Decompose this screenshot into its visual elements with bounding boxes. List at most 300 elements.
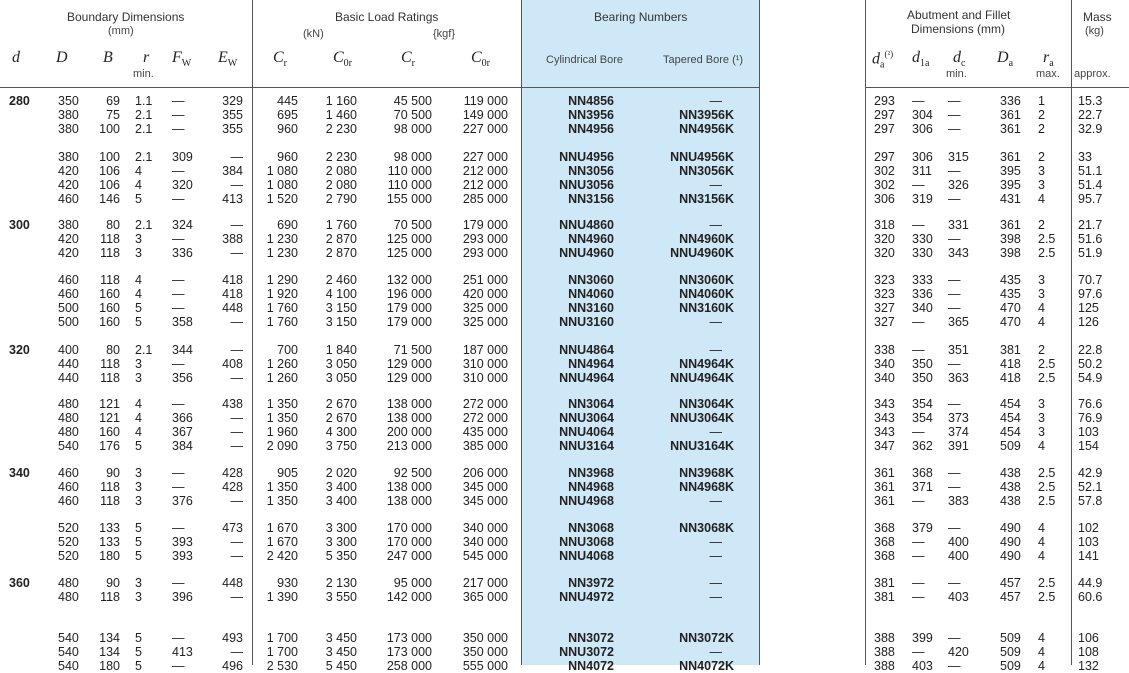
cell-B: 121 bbox=[99, 410, 120, 425]
cell-D: 460 bbox=[58, 493, 79, 508]
cell-C0r: 2 670 bbox=[325, 410, 357, 425]
cell-dc: — bbox=[948, 300, 961, 315]
cell-dc: — bbox=[948, 107, 961, 122]
sym-D: D bbox=[56, 49, 68, 66]
cell-Cr: 960 bbox=[277, 121, 298, 136]
cell-cylindrical: NNU4960 bbox=[559, 245, 614, 260]
cell-dc: 363 bbox=[948, 370, 969, 385]
cell-r: 4 bbox=[135, 397, 142, 411]
cell-Fw: 376 bbox=[172, 493, 193, 508]
cell-Da: 509 bbox=[1000, 658, 1021, 673]
cell-Ew: — bbox=[230, 438, 243, 453]
cell-B: 90 bbox=[106, 576, 120, 590]
cell-Cr-kgf: 170 000 bbox=[386, 534, 432, 549]
cell-tapered: NN3056K bbox=[679, 163, 734, 178]
cell-dc: 365 bbox=[948, 314, 969, 329]
cell-r: 1.1 bbox=[135, 94, 153, 108]
cell-D: 540 bbox=[58, 631, 79, 645]
cell-ra: 3 bbox=[1038, 273, 1045, 287]
cell-B: 133 bbox=[99, 521, 120, 535]
cell-C0r: 2 870 bbox=[325, 231, 357, 246]
cell-ra: 4 bbox=[1038, 644, 1045, 659]
cell-Cr: 1 350 bbox=[266, 479, 298, 494]
dc-min: min. bbox=[946, 68, 967, 80]
divider-load bbox=[521, 0, 522, 665]
cell-cylindrical: NN3160 bbox=[568, 300, 614, 315]
cell-mass: 15.3 bbox=[1078, 94, 1103, 108]
cell-d1a: 330 bbox=[912, 245, 933, 260]
cell-d: 320 bbox=[9, 343, 30, 357]
boundary-title: Boundary Dimensions bbox=[67, 10, 185, 24]
cell-Cr-kgf: 70 500 bbox=[393, 107, 432, 122]
cell-da: 347 bbox=[874, 438, 895, 453]
cell-C0r-kgf: 212 000 bbox=[462, 163, 508, 178]
cell-Fw: 324 bbox=[172, 218, 193, 232]
cell-Ew: 355 bbox=[222, 107, 243, 122]
cell-B: 118 bbox=[100, 493, 120, 508]
sym-C0r: $C_{0r}$ bbox=[333, 49, 353, 70]
cell-B: 106 bbox=[99, 177, 120, 192]
cell-ra: 4 bbox=[1038, 521, 1045, 535]
cell-r: 2.1 bbox=[135, 121, 153, 136]
cell-C0r-kgf: 187 000 bbox=[462, 343, 508, 357]
cell-da: 340 bbox=[874, 356, 895, 371]
cell-cylindrical: NN3060 bbox=[568, 273, 614, 287]
cell-da: 320 bbox=[874, 231, 895, 246]
cell-da: 323 bbox=[874, 286, 895, 301]
cell-D: 400 bbox=[58, 343, 79, 357]
cell-B: 118 bbox=[100, 370, 120, 385]
cell-dc: 315 bbox=[948, 150, 969, 164]
cell-D: 380 bbox=[58, 150, 79, 164]
cell-Cr-kgf: 196 000 bbox=[386, 286, 432, 301]
cell-r: 5 bbox=[135, 534, 142, 549]
cell-ra: 2 bbox=[1038, 107, 1045, 122]
cell-Da: 381 bbox=[1000, 343, 1021, 357]
cell-B: 118 bbox=[100, 356, 120, 371]
cell-Cr: 1 230 bbox=[266, 231, 298, 246]
cell-C0r: 1 160 bbox=[325, 94, 357, 108]
cell-cylindrical: NN3156 bbox=[568, 191, 614, 206]
cell-Cr-kgf: 110 000 bbox=[387, 177, 432, 192]
cell-Cr-kgf: 200 000 bbox=[386, 424, 432, 439]
cell-Ew: — bbox=[230, 370, 243, 385]
cell-D: 480 bbox=[58, 410, 79, 425]
cell-ra: 1 bbox=[1038, 94, 1045, 108]
cell-Fw: — bbox=[172, 273, 185, 287]
cell-Ew: 418 bbox=[222, 273, 243, 287]
cell-B: 90 bbox=[106, 466, 120, 480]
cell-mass: 76.6 bbox=[1078, 397, 1103, 411]
cell-r: 3 bbox=[135, 231, 142, 246]
cell-dc: — bbox=[948, 658, 961, 673]
cell-da: 368 bbox=[874, 521, 895, 535]
cell-da: 361 bbox=[874, 466, 895, 480]
cell-Cr: 1 700 bbox=[266, 631, 298, 645]
cell-Cr-kgf: 173 000 bbox=[386, 644, 432, 659]
cell-Cr-kgf: 213 000 bbox=[386, 438, 432, 453]
cell-tapered: NN3968K bbox=[679, 466, 734, 480]
cell-r: 3 bbox=[135, 589, 142, 604]
cell-Ew: — bbox=[230, 644, 243, 659]
cell-mass: 50.2 bbox=[1078, 356, 1103, 371]
cell-C0r-kgf: 545 000 bbox=[462, 548, 508, 563]
cell-B: 100 bbox=[99, 121, 120, 136]
cell-Ew: 473 bbox=[222, 521, 243, 535]
cell-d1a: 340 bbox=[912, 300, 933, 315]
cell-ra: 2.5 bbox=[1038, 479, 1056, 494]
cell-C0r-kgf: 212 000 bbox=[462, 177, 508, 192]
cell-Cr-kgf: 247 000 bbox=[386, 548, 432, 563]
cell-cylindrical: NNU4864 bbox=[559, 343, 614, 357]
cell-B: 118 bbox=[100, 589, 120, 604]
cell-Da: 361 bbox=[1000, 107, 1021, 122]
cell-D: 480 bbox=[58, 576, 79, 590]
cell-Fw: 309 bbox=[172, 150, 193, 164]
cell-d1a: — bbox=[912, 424, 925, 439]
boundary-unit: (mm) bbox=[108, 25, 134, 37]
divider-mass bbox=[1071, 0, 1072, 665]
cell-d1a: — bbox=[912, 314, 925, 329]
cell-dc: 331 bbox=[948, 218, 969, 232]
cell-Cr: 1 920 bbox=[266, 286, 298, 301]
cell-r: 4 bbox=[135, 273, 142, 287]
cell-C0r-kgf: 179 000 bbox=[462, 218, 508, 232]
tapered-bore-label: Tapered Bore (¹) bbox=[663, 54, 744, 66]
cell-cylindrical: NNU3068 bbox=[559, 534, 614, 549]
header-rule-right bbox=[865, 87, 1129, 88]
cell-Fw: 366 bbox=[172, 410, 193, 425]
cell-C0r-kgf: 340 000 bbox=[462, 521, 508, 535]
cell-Da: 431 bbox=[1000, 191, 1021, 206]
cell-Cr: 700 bbox=[277, 343, 298, 357]
cell-Da: 454 bbox=[1000, 397, 1021, 411]
sym-ra: $r_a$ bbox=[1043, 49, 1054, 70]
cell-C0r: 3 550 bbox=[325, 589, 357, 604]
cell-D: 500 bbox=[58, 300, 79, 315]
cell-C0r-kgf: 345 000 bbox=[462, 479, 508, 494]
cell-da: 327 bbox=[874, 314, 895, 329]
cell-ra: 3 bbox=[1038, 286, 1045, 301]
cell-C0r: 3 450 bbox=[325, 644, 357, 659]
cell-C0r-kgf: 555 000 bbox=[462, 658, 508, 673]
cell-C0r: 1 460 bbox=[325, 107, 357, 122]
cell-Fw: — bbox=[172, 231, 185, 246]
cell-Cr: 1 760 bbox=[266, 300, 298, 315]
cell-dc: — bbox=[948, 273, 961, 287]
cell-ra: 2.5 bbox=[1038, 245, 1056, 260]
cell-cylindrical: NN3064 bbox=[568, 397, 614, 411]
cell-Cr: 1 670 bbox=[266, 534, 298, 549]
cell-Ew: 418 bbox=[222, 286, 243, 301]
cell-da: 297 bbox=[874, 121, 895, 136]
cell-dc: — bbox=[948, 191, 961, 206]
cell-dc: 326 bbox=[948, 177, 969, 192]
load-unit-kn: (kN) bbox=[303, 28, 324, 40]
cell-Ew: 448 bbox=[222, 300, 243, 315]
cell-cylindrical: NNU3064 bbox=[559, 410, 614, 425]
cell-da: 306 bbox=[874, 191, 895, 206]
cell-Cr: 1 350 bbox=[266, 397, 298, 411]
cell-r: 3 bbox=[135, 245, 142, 260]
cell-mass: 103 bbox=[1078, 534, 1099, 549]
cell-dc: — bbox=[948, 231, 961, 246]
cell-cylindrical: NNU4860 bbox=[559, 218, 614, 232]
cell-mass: 97.6 bbox=[1078, 286, 1103, 301]
cell-da: 368 bbox=[874, 548, 895, 563]
cell-da: 293 bbox=[874, 94, 895, 108]
cell-r: 4 bbox=[135, 177, 142, 192]
cell-mass: 141 bbox=[1078, 548, 1099, 563]
divider-boundary bbox=[252, 0, 253, 665]
cell-d1a: 350 bbox=[912, 370, 933, 385]
cell-C0r-kgf: 217 000 bbox=[462, 576, 508, 590]
cell-r: 2.1 bbox=[135, 107, 153, 122]
cell-mass: 51.6 bbox=[1078, 231, 1103, 246]
cell-dc: 374 bbox=[948, 424, 969, 439]
cell-Cr-kgf: 179 000 bbox=[386, 314, 432, 329]
cell-dc: — bbox=[948, 356, 961, 371]
cell-mass: 42.9 bbox=[1078, 466, 1103, 480]
cell-dc: 420 bbox=[948, 644, 969, 659]
cell-d1a: 306 bbox=[912, 121, 933, 136]
cell-Da: 438 bbox=[1000, 493, 1021, 508]
cell-C0r-kgf: 345 000 bbox=[462, 493, 508, 508]
cell-D: 420 bbox=[58, 177, 79, 192]
cell-C0r: 1 760 bbox=[325, 218, 357, 232]
sym-r: r bbox=[143, 49, 150, 66]
cell-ra: 2.5 bbox=[1038, 231, 1056, 246]
r-min: min. bbox=[133, 68, 154, 80]
cell-ra: 2 bbox=[1038, 121, 1045, 136]
cell-Fw: — bbox=[172, 286, 185, 301]
cell-tapered: — bbox=[709, 534, 722, 549]
cell-B: 133 bbox=[99, 534, 120, 549]
cell-mass: 106 bbox=[1078, 631, 1099, 645]
cell-D: 540 bbox=[58, 438, 79, 453]
cell-cylindrical: NN3972 bbox=[568, 576, 614, 590]
cell-Cr: 445 bbox=[277, 94, 298, 108]
cell-Da: 509 bbox=[1000, 438, 1021, 453]
cell-da: 323 bbox=[874, 273, 895, 287]
cell-d1a: 362 bbox=[912, 438, 933, 453]
cell-d1a: — bbox=[912, 548, 925, 563]
cell-Da: 418 bbox=[1000, 356, 1021, 371]
cell-mass: 22.8 bbox=[1078, 343, 1103, 357]
cell-D: 520 bbox=[58, 521, 79, 535]
cell-tapered: NN4956K bbox=[679, 121, 734, 136]
cell-D: 460 bbox=[58, 479, 79, 494]
cell-D: 460 bbox=[58, 466, 79, 480]
cell-d1a: 311 bbox=[912, 163, 932, 178]
cell-B: 118 bbox=[100, 231, 120, 246]
cell-Cr: 1 960 bbox=[266, 424, 298, 439]
cell-C0r: 3 050 bbox=[325, 370, 357, 385]
cell-dc: 400 bbox=[948, 534, 969, 549]
cell-B: 160 bbox=[99, 314, 120, 329]
cell-cylindrical: NN4072 bbox=[568, 658, 614, 673]
cell-mass: 44.9 bbox=[1078, 576, 1103, 590]
mass-approx: approx. bbox=[1074, 68, 1111, 80]
sym-Cr-kgf: $C_r$ bbox=[401, 49, 416, 70]
cell-cylindrical: NNU4968 bbox=[559, 493, 614, 508]
cell-mass: 154 bbox=[1078, 438, 1099, 453]
cell-Cr-kgf: 138 000 bbox=[386, 410, 432, 425]
cell-dc: — bbox=[948, 521, 961, 535]
cell-cylindrical: NNU3072 bbox=[559, 644, 614, 659]
divider-numbers bbox=[759, 0, 760, 665]
cell-cylindrical: NNU3160 bbox=[559, 314, 614, 329]
cell-B: 160 bbox=[99, 286, 120, 301]
cell-cylindrical: NNU3164 bbox=[559, 438, 614, 453]
cell-dc: 403 bbox=[948, 589, 969, 604]
divider-gap bbox=[865, 0, 866, 665]
cell-r: 5 bbox=[135, 658, 142, 673]
cell-D: 380 bbox=[58, 107, 79, 122]
cell-dc: — bbox=[948, 121, 961, 136]
cell-C0r-kgf: 420 000 bbox=[462, 286, 508, 301]
cell-d1a: 306 bbox=[912, 150, 933, 164]
cell-Fw: 393 bbox=[172, 534, 193, 549]
cell-Da: 395 bbox=[1000, 163, 1021, 178]
cell-C0r-kgf: 350 000 bbox=[462, 644, 508, 659]
cell-ra: 4 bbox=[1038, 631, 1045, 645]
sym-da: $d_a^{(^2)}$ bbox=[872, 49, 894, 71]
cell-tapered: — bbox=[709, 314, 722, 329]
cell-tapered: — bbox=[709, 424, 722, 439]
cell-mass: 76.9 bbox=[1078, 410, 1103, 425]
cell-B: 176 bbox=[99, 438, 120, 453]
sym-d1a: $d_{1a}$ bbox=[912, 49, 930, 70]
cell-d1a: 330 bbox=[912, 231, 933, 246]
cell-d1a: 371 bbox=[912, 479, 933, 494]
cell-d: 280 bbox=[9, 94, 30, 108]
cell-da: 388 bbox=[874, 644, 895, 659]
cell-Da: 395 bbox=[1000, 177, 1021, 192]
cell-Da: 454 bbox=[1000, 410, 1021, 425]
abutment-title-2: Dimensions (mm) bbox=[911, 22, 1006, 36]
cell-B: 80 bbox=[106, 343, 120, 357]
cell-D: 460 bbox=[58, 191, 79, 206]
cell-C0r: 3 450 bbox=[325, 631, 357, 645]
cell-Cr: 960 bbox=[277, 150, 298, 164]
cell-Cr-kgf: 125 000 bbox=[386, 231, 432, 246]
cell-D: 440 bbox=[58, 356, 79, 371]
cell-C0r: 5 450 bbox=[325, 658, 357, 673]
cell-D: 380 bbox=[58, 218, 79, 232]
cell-tapered: NNU4960K bbox=[670, 245, 734, 260]
cell-d: 340 bbox=[9, 466, 30, 480]
cell-d1a: — bbox=[912, 576, 925, 590]
cell-Cr: 1 260 bbox=[266, 370, 298, 385]
cell-Ew: — bbox=[230, 245, 243, 260]
cell-Cr: 1 350 bbox=[266, 410, 298, 425]
cell-tapered: — bbox=[709, 493, 722, 508]
cell-ra: 2 bbox=[1038, 150, 1045, 164]
cell-Da: 454 bbox=[1000, 424, 1021, 439]
load-unit-kgf: {kgf} bbox=[433, 28, 456, 40]
cell-Cr: 930 bbox=[277, 576, 298, 590]
cell-da: 381 bbox=[874, 589, 895, 604]
ra-max: max. bbox=[1036, 68, 1060, 80]
load-title: Basic Load Ratings bbox=[335, 10, 439, 24]
cell-tapered: — bbox=[709, 589, 722, 604]
cell-Cr-kgf: 92 500 bbox=[393, 466, 432, 480]
cell-da: 343 bbox=[874, 397, 895, 411]
cell-Da: 509 bbox=[1000, 631, 1021, 645]
cell-Cr-kgf: 70 500 bbox=[393, 218, 432, 232]
cell-Da: 361 bbox=[1000, 150, 1021, 164]
cell-Ew: 408 bbox=[222, 356, 243, 371]
cell-r: 2.1 bbox=[135, 218, 153, 232]
cell-Fw: 393 bbox=[172, 548, 193, 563]
cell-C0r-kgf: 272 000 bbox=[462, 397, 508, 411]
cell-r: 5 bbox=[135, 521, 142, 535]
cell-cylindrical: NN3068 bbox=[568, 521, 614, 535]
cell-mass: 51.1 bbox=[1078, 163, 1103, 178]
cell-D: 460 bbox=[58, 286, 79, 301]
cell-C0r: 2 080 bbox=[325, 177, 357, 192]
cell-Ew: 384 bbox=[222, 163, 243, 178]
cell-C0r: 3 300 bbox=[325, 534, 357, 549]
cell-da: 297 bbox=[874, 150, 895, 164]
cell-C0r-kgf: 350 000 bbox=[462, 631, 508, 645]
cell-dc: 400 bbox=[948, 548, 969, 563]
cell-tapered: NN4960K bbox=[679, 231, 734, 246]
cell-mass: 33 bbox=[1078, 150, 1092, 164]
cell-tapered: NN3156K bbox=[679, 191, 734, 206]
cell-C0r: 2 870 bbox=[325, 245, 357, 260]
cell-d1a: 336 bbox=[912, 286, 933, 301]
cell-ra: 2.5 bbox=[1038, 370, 1056, 385]
cell-Cr: 695 bbox=[277, 107, 298, 122]
cell-r: 2.1 bbox=[135, 343, 153, 357]
cell-r: 3 bbox=[135, 493, 142, 508]
cell-mass: 103 bbox=[1078, 424, 1099, 439]
cell-Cr-kgf: 170 000 bbox=[386, 521, 432, 535]
cell-Cr: 2 420 bbox=[266, 548, 298, 563]
cell-dc: — bbox=[948, 576, 961, 590]
cell-mass: 52.1 bbox=[1078, 479, 1103, 494]
cell-ra: 4 bbox=[1038, 658, 1045, 673]
cell-B: 160 bbox=[99, 424, 120, 439]
cell-Cr-kgf: 45 500 bbox=[393, 94, 432, 108]
cell-r: 4 bbox=[135, 286, 142, 301]
abutment-title: Abutment and Fillet bbox=[907, 8, 1011, 22]
cell-r: 5 bbox=[135, 191, 142, 206]
cell-B: 180 bbox=[99, 658, 120, 673]
sym-B: B bbox=[103, 49, 113, 66]
cell-B: 80 bbox=[106, 218, 120, 232]
cell-Da: 435 bbox=[1000, 273, 1021, 287]
cell-Cr: 1 290 bbox=[266, 273, 298, 287]
cell-Fw: — bbox=[172, 479, 185, 494]
cell-ra: 3 bbox=[1038, 163, 1045, 178]
cell-d1a: — bbox=[912, 589, 925, 604]
cell-ra: 4 bbox=[1038, 300, 1045, 315]
cell-dc: — bbox=[948, 397, 961, 411]
cell-Ew: 493 bbox=[222, 631, 243, 645]
cell-da: 388 bbox=[874, 631, 895, 645]
cell-mass: 70.7 bbox=[1078, 273, 1103, 287]
cell-dc: 391 bbox=[948, 438, 969, 453]
cell-Cr-kgf: 138 000 bbox=[386, 493, 432, 508]
cell-Cr: 1 670 bbox=[266, 521, 298, 535]
cell-Cr-kgf: 142 000 bbox=[386, 589, 432, 604]
cell-tapered: NN3060K bbox=[679, 273, 734, 287]
cell-da: 302 bbox=[874, 177, 895, 192]
cell-Fw: 358 bbox=[172, 314, 193, 329]
